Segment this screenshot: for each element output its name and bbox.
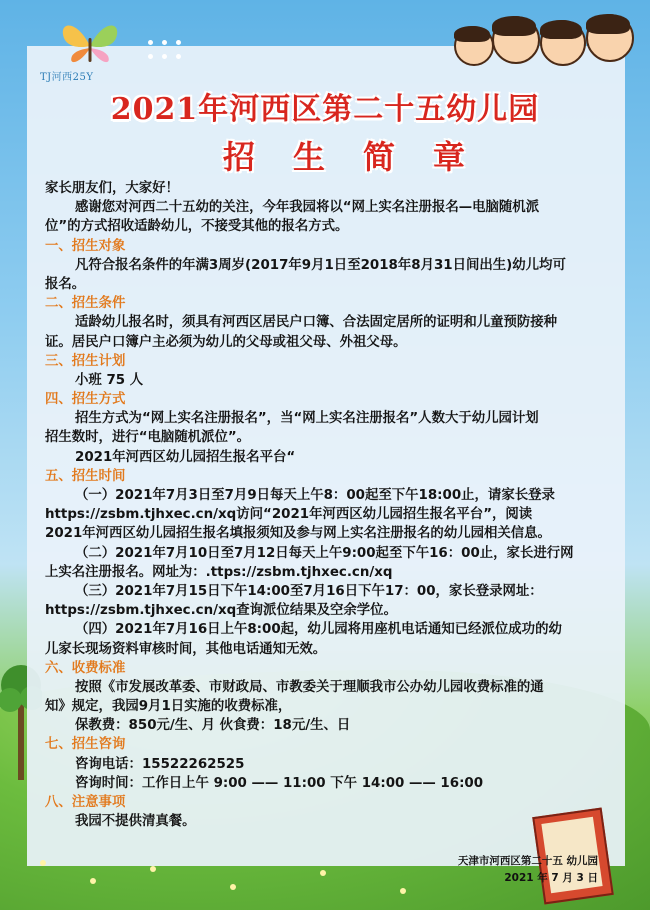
- text-line: （二）2021年7月10日至7月12日每天上午9:00起至下午16：00止，家长进行网: [75, 545, 574, 561]
- flower-decoration: [150, 866, 156, 872]
- section-heading: 四、招生方式: [45, 392, 126, 408]
- dot-decoration: [148, 54, 153, 59]
- text-line: 小班 75 人: [75, 372, 144, 388]
- text-line: 我园不提供清真餐。: [75, 814, 196, 830]
- text-line: 儿家长现场资料审核时间，其他电话通知无效。: [45, 641, 327, 657]
- text-line: 家长朋友们，大家好！: [45, 181, 179, 196]
- text-line: 保教费：850元/生、月 伙食费：18元/生、日: [75, 718, 351, 734]
- text-line: （一）2021年7月3日至7月9日每天上午8：00起至下午18:00止，请家长登录: [75, 488, 555, 503]
- dot-decoration: [148, 40, 153, 45]
- text-line: 咨询时间：工作日上午 9:00 —— 11:00 下午 14:00 —— 16:00: [75, 775, 484, 791]
- announcement-body: [45, 179, 610, 831]
- text-line: 招生方式为“网上实名注册报名”，当“网上实名注册报名”人数大于幼儿园计划: [75, 411, 539, 427]
- dot-decoration: [162, 54, 167, 59]
- text-line: 报名。: [45, 276, 86, 292]
- text-line: https://zsbm.tjhxec.cn/xq访问“2021年河西区幼儿园招生报名平台”，阅读: [45, 507, 533, 523]
- text-line: 按照《市发展改革委、市财政局、市教委关于理顺我市公办幼儿园收费标准的通: [75, 679, 544, 695]
- text-line: （四）2021年7月16日上午8:00起，幼儿园将用座机电话通知已经派位成功的幼: [75, 622, 562, 638]
- text-line: 上实名注册报名。网址为：.ttps://zsbm.tjhxec.cn/xq: [45, 564, 393, 580]
- signature-block: [458, 853, 598, 887]
- section-heading: 三、招生计划: [45, 353, 126, 369]
- text-line: 证。居民户口簿户主必须为幼儿的父母或祖父母、外祖父母。: [45, 334, 407, 350]
- butterfly-icon: [56, 16, 124, 72]
- flower-decoration: [40, 860, 46, 866]
- text-line: 位”的方式招收适龄幼儿，不接受其他的报名方式。: [45, 219, 349, 235]
- text-line: 感谢您对河西二十五幼的关注，今年我园将以“网上实名注册报名—电脑随机派: [75, 200, 540, 216]
- section-heading: 七、招生咨询: [45, 737, 126, 753]
- page-title: 2021年河西区第二十五幼儿园: [110, 92, 540, 127]
- page-subtitle: 招生简章: [222, 138, 503, 176]
- section-heading: 五、招生时间: [45, 468, 126, 484]
- flower-decoration: [90, 878, 96, 884]
- dot-decoration: [162, 40, 167, 45]
- flower-decoration: [400, 888, 406, 894]
- text-line: https://zsbm.tjhxec.cn/xq查询派位结果及空余学位。: [45, 603, 397, 619]
- text-line: 凡符合报名条件的年满3周岁(2017年9月1日至2018年8月31日间出生)幼儿均可: [75, 257, 566, 273]
- text-line: 2021年河西区幼儿园招生报名平台“: [75, 449, 296, 465]
- text-line: 2021年河西区幼儿园招生报名填报须知及参与网上实名注册报名的幼儿园相关信息。: [45, 526, 551, 542]
- text-line: 咨询电话：15522262525: [75, 756, 245, 772]
- section-heading: 二、招生条件: [45, 296, 126, 312]
- section-heading: 八、注意事项: [45, 795, 126, 810]
- text-line: 知》规定，我园9月1日实施的收费标准，: [45, 699, 292, 715]
- text-line: 适龄幼儿报名时，须具有河西区居民户口簿、合法固定居所的证明和儿童预防接种: [75, 315, 558, 331]
- section-heading: 一、招生对象: [45, 238, 126, 254]
- kindergarten-logo: TJ河西25Y: [40, 72, 94, 83]
- flower-decoration: [230, 884, 236, 890]
- flower-decoration: [320, 870, 326, 876]
- dot-decoration: [176, 54, 181, 59]
- signature-date: 2021 年 7 月 3 日: [504, 872, 598, 884]
- text-line: 招生数时，进行“电脑随机派位”。: [45, 430, 251, 446]
- cartoon-kids-illustration: [454, 8, 634, 70]
- dot-decoration: [176, 40, 181, 45]
- section-heading: 六、收费标准: [45, 660, 126, 676]
- signature-org: 天津市河西区第二十五 幼儿园: [457, 855, 598, 867]
- text-line: （三）2021年7月15日下午14:00至7月16日下午17：00，家长登录网址：: [75, 583, 543, 599]
